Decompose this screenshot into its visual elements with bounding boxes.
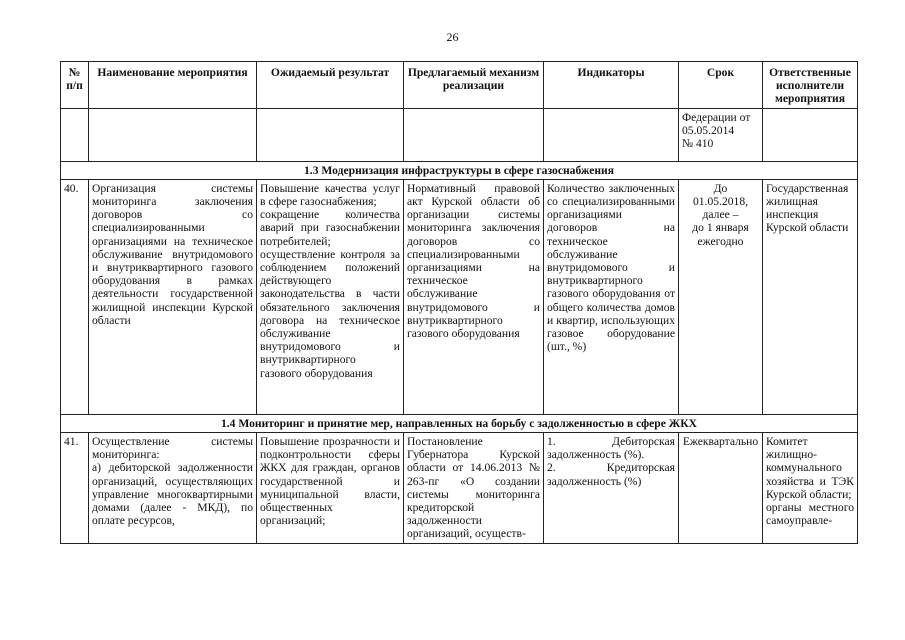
- cell-num: 41.: [61, 433, 89, 544]
- header-term: Срок: [679, 62, 763, 109]
- section-heading-1-4: [61, 414, 858, 432]
- table-row: [61, 433, 858, 544]
- cell-indicators: 1. Дебиторская задолженность (%). 2. Кредиторская задолженность (%): [544, 433, 679, 544]
- cell-result: [257, 108, 404, 161]
- header-name: Наименование мероприятия: [89, 62, 257, 109]
- cell-name: Осуществление системы мониторинга: а) дебиторской задолженности организаций, осуществляющих управление многоквартирными домами (далее - МКД), по оплате ресурсов,: [89, 433, 257, 544]
- cell-result: Повышение прозрачности и подконтрольности сферы ЖКХ для граждан, органов государственной и муниципальной власти, общественных организаций;: [257, 433, 404, 544]
- cell-responsible: [763, 108, 858, 161]
- header-responsible: Ответственные исполнители мероприятия: [763, 62, 858, 109]
- cell-result: Повышение качества услуг в сфере газоснабжения; сокращение количества аварий при газоснабжении потребителей; осуществление контроля за соблюдением положений действующего законодательства в части обязательного заключения договора на техническое обслуживание внутридомового и внутриквартирного газового оборудования: [257, 179, 404, 414]
- action-plan-table: [60, 61, 858, 544]
- cell-mechanism: Постановление Губернатора Курской области от 14.06.2013 № 263-пг «О создании системы мониторинга кредиторской задолженности организаций, осуществ-: [404, 433, 544, 544]
- page-number: 26: [446, 30, 459, 44]
- header-row: [61, 62, 858, 109]
- cell-indicators: [544, 108, 679, 161]
- header-result: Ожидаемый результат: [257, 62, 404, 109]
- header-indicators: Индикаторы: [544, 62, 679, 109]
- cell-num: 40.: [61, 179, 89, 414]
- continuation-row: [61, 108, 858, 161]
- header-num: № п/п: [61, 62, 89, 109]
- header-mechanism: Предлагаемый механизм реализации: [404, 62, 544, 109]
- cell-responsible: Государственная жилищная инспекция Курской области: [763, 179, 858, 414]
- section-heading-1-3: [61, 161, 858, 179]
- cell-term: Ежеквартально: [679, 433, 763, 544]
- cell-num: [61, 108, 89, 161]
- cell-mechanism: [404, 108, 544, 161]
- cell-term: Федерации от 05.05.2014 № 410: [679, 108, 763, 161]
- cell-indicators: Количество заключенных со специализированными организациями договоров на техническое обслуживание внутридомового и внутриквартирного газового оборудования от общего количества домов и квартир, использующих газовое оборудование (шт., %): [544, 179, 679, 414]
- cell-term: До 01.05.2018, далее – до 1 января ежегодно: [679, 179, 763, 414]
- cell-responsible: Комитет жилищно-коммунального хозяйства и ТЭК Курской области; органы местного самоуправле-: [763, 433, 858, 544]
- cell-mechanism: Нормативный правовой акт Курской области об организации системы мониторинга заключения договоров со специализированными организациями на техническое обслуживание внутридомового и внутриквартирного газового оборудования: [404, 179, 544, 414]
- cell-name: [89, 108, 257, 161]
- table-row: [61, 179, 858, 414]
- cell-name: Организация системы мониторинга заключения договоров со специализированными организациями на техническое обслуживание внутридомового и внутриквартирного газового оборудования в рамках деятельности государственной жилищной инспекции Курской области: [89, 179, 257, 414]
- section-title: 1.4 Мониторинг и принятие мер, направленных на борьбу с задолженностью в сфере ЖКХ: [61, 414, 858, 432]
- section-title: 1.3 Модернизация инфраструктуры в сфере газоснабжения: [61, 161, 858, 179]
